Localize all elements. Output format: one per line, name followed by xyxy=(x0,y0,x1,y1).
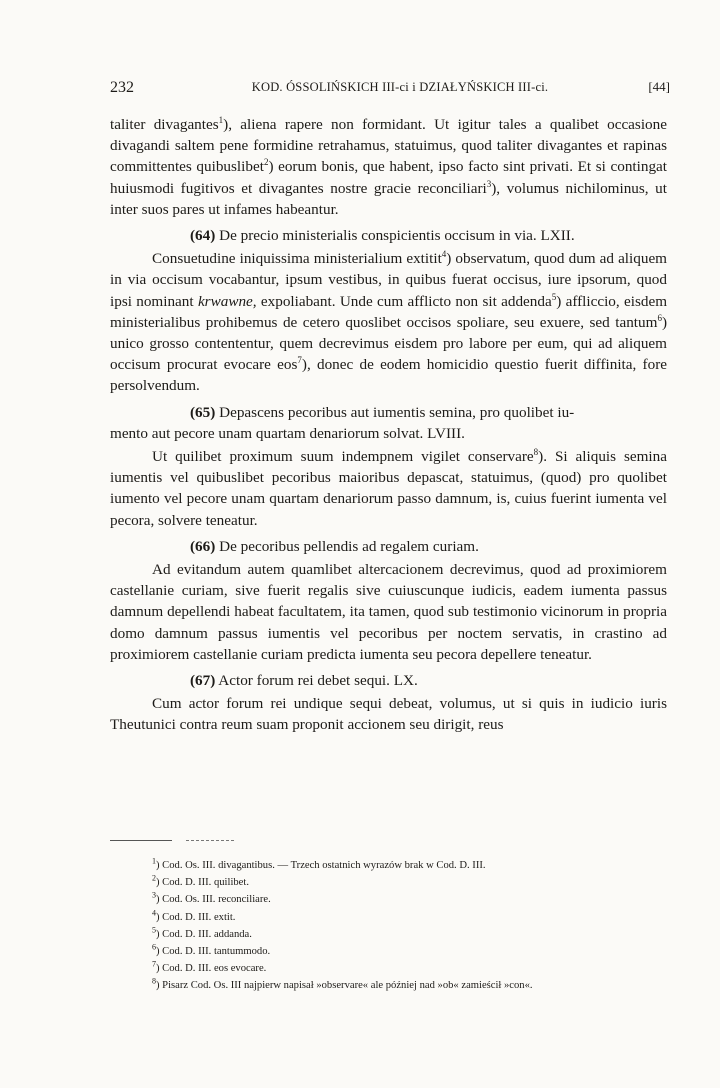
section-paragraph-67: Cum actor forum rei undique sequi debeat, volumus, ut si quis in iudicio iuris Theutunici contra reum suam proponit accionem seu dirigit, reus xyxy=(110,695,667,734)
section-paragraph-66: Ad evitandum autem quamlibet altercacionem decrevimus, quod ad proximiorem castellanie curiam, sive fuerit regalis sive cuiuscunque iudicis, eadem iumenta passus damnum depellendi habeat facultatem, ita tamen, quod sub testimonio vicinorum in propria domo damnum passus iumentis vel pecoribus per noctem servatis, in crastino ad proximiorem castellanie curiam predicta iumenta seu pecora depellere teneatur. xyxy=(110,561,667,663)
footnote-ref: 1 xyxy=(218,114,224,125)
footnote-mark: 3 xyxy=(152,890,156,900)
page-reference: [44] xyxy=(648,79,670,94)
text-run: expoliabant. Unde cum afflicto non sit addenda xyxy=(260,292,552,310)
text-run: ). Si aliquis semina iumentis vel quibuslibet pecoribus maioribus depascat, statuimus, (quod) pro quolibet iumento vel pecore unam quartam denariorum passo damnum, is, cuius fuerint iumenta vel pecora, solvere teneatur. xyxy=(110,448,667,529)
footnote-ref: 5 xyxy=(551,291,557,302)
text-run: ), aliena rapere non formidant. Ut igitur tales a qualibet occasione divagandi saltem pene formidine retrahamus, statuimus, quod taliter divagantes et rapinas committentes quibuslibet xyxy=(110,116,667,176)
footnote xyxy=(152,891,682,908)
italic-term: krwawne, xyxy=(197,292,257,310)
footnote-ref: 7 xyxy=(297,355,302,366)
text-run: taliter divagantes xyxy=(110,116,219,133)
footnote-mark: 2 xyxy=(152,873,156,883)
section-heading-66 xyxy=(110,536,667,557)
running-header xyxy=(110,79,670,99)
footnote-text: ) Cod. Os. III. divagantibus. — Trzech ostatnich wyrazów brak w Cod. D. III. xyxy=(156,860,486,871)
footnote-text: ) Cod. D. III. tantummodo. xyxy=(156,946,271,958)
footnote-text: ) Cod. D. III. extit. xyxy=(156,911,236,923)
paragraph-continued xyxy=(110,114,667,220)
footnotes xyxy=(152,857,682,995)
section-heading-67 xyxy=(110,670,667,691)
footnote-mark: 6 xyxy=(152,942,156,952)
main-text xyxy=(110,114,667,736)
footnote-text: ) Cod. Os. III. reconciliare. xyxy=(156,894,271,906)
footnote-mark: 7 xyxy=(152,959,156,969)
footnote xyxy=(152,874,682,891)
section-heading-65 xyxy=(110,402,667,444)
text-run: ) observatum, quod dum ad aliquem in via occisum vocabantur, ipsum vestibus, in quibus fuerat occisus, iure ipsorum, quod ipsi nominant xyxy=(110,250,667,310)
footnote-text: ) Cod. D. III. quilibet. xyxy=(156,877,249,889)
footnote-text: ) Cod. D. III. eos evocare. xyxy=(156,963,267,975)
footnote xyxy=(152,857,682,874)
footnote xyxy=(152,909,682,926)
footnote xyxy=(152,977,682,994)
text-run: ) unico grosso contententur, quem decrevimus eisdem pro labore per eum, qui ad aliquem occisum procurat evocare eos xyxy=(110,313,667,374)
text-run: Ut quilibet proximum suum indempnem vigilet conservare xyxy=(152,448,534,466)
footnote-ref: 8 xyxy=(533,446,539,457)
section-title: Actor forum rei debet sequi. LX. xyxy=(218,672,418,690)
section-heading-64 xyxy=(110,225,667,246)
footnote-rule-dashed xyxy=(186,840,234,841)
footnote-ref: 3 xyxy=(486,178,492,189)
footnote-mark: 4 xyxy=(152,908,156,918)
footnote xyxy=(152,943,682,960)
section-number: (65) xyxy=(190,403,216,421)
footnote-text: ) Pisarz Cod. Os. III najpierw napisał »observare« ale później nad »ob« zamieścił »con«. xyxy=(156,980,533,992)
section-title: De precio ministerialis conspicientis occisum in via. LXII. xyxy=(219,227,575,245)
footnote-ref: 6 xyxy=(657,312,662,323)
footnote xyxy=(152,926,682,943)
footnote-mark: 5 xyxy=(152,925,156,935)
text-run: ) eorum bonis, que habent, ipso facto sint privati. Et si contingat huiusmodi fugitivos et divagantes nostre gracie reconciliari xyxy=(110,158,667,197)
footnote-mark: 8 xyxy=(152,976,156,986)
section-title: De pecoribus pellendis ad regalem curiam. xyxy=(219,537,479,555)
section-title: Depascens pecoribus aut iumentis semina, pro quolibet iu- xyxy=(219,403,575,421)
footnote-ref: 4 xyxy=(441,249,447,260)
footnote-text: ) Cod. D. III. addanda. xyxy=(156,928,252,940)
section-paragraph-64 xyxy=(110,248,667,396)
running-title: KOD. ÓSSOLIŃSKICH III-ci i DZIAŁYŃSKICH III-ci. xyxy=(251,80,549,94)
section-title-line2: mento aut pecore unam quartam denariorum solvat. LVIII. xyxy=(110,424,465,442)
section-paragraph-65 xyxy=(110,446,667,531)
text-run: Consuetudine iniquissima ministerialium extitit xyxy=(152,250,442,268)
footnote-ref: 2 xyxy=(263,157,269,168)
text-run: ) affliccio, eisdem ministerialibus prohibemus de cetero quoslibet occisos spoliare, seu exuere, sed tantum xyxy=(110,292,668,331)
text-run: ), donec de eodem homicidio questio fuerit diffinita, fore persolvendum. xyxy=(110,356,667,395)
page-number: 232 xyxy=(110,79,134,96)
footnote-mark: 1 xyxy=(152,856,156,866)
section-number: (66) xyxy=(190,537,216,555)
text-run: ), volumus nichilominus, ut inter suos pares ut infames habeantur. xyxy=(110,179,667,218)
section-number: (67) xyxy=(190,672,216,690)
section-number: (64) xyxy=(190,227,216,245)
footnote-rule xyxy=(110,840,172,841)
footnote xyxy=(152,960,682,977)
